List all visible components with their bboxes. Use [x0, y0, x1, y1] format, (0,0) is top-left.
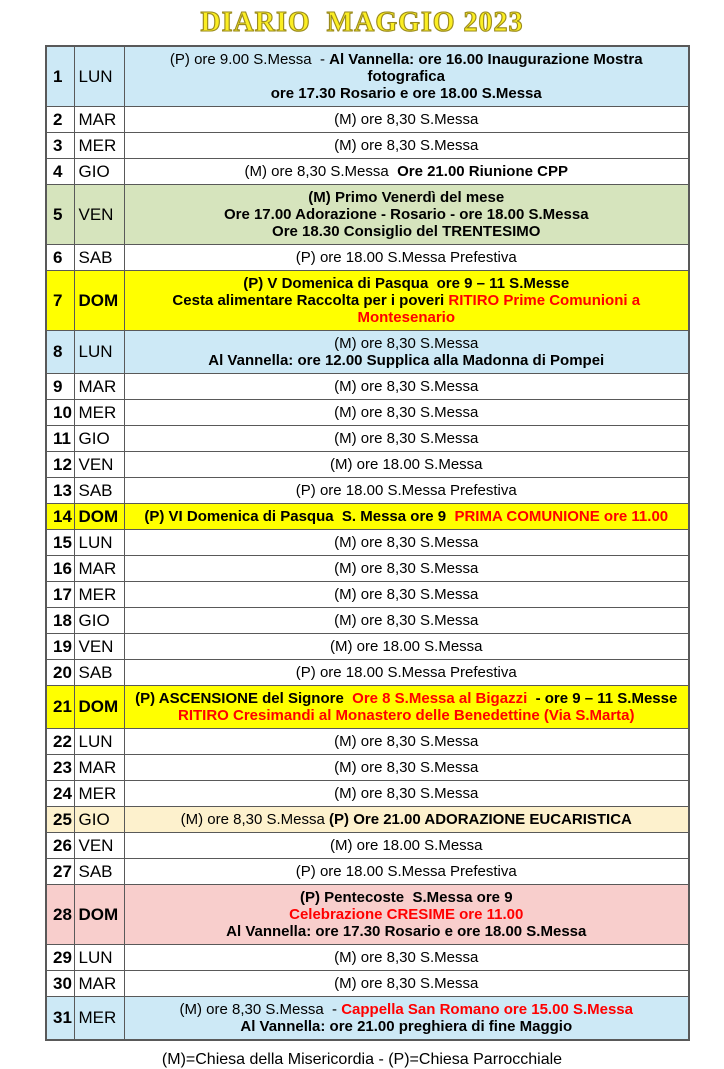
table-row	[46, 859, 689, 885]
events-cell	[124, 478, 689, 504]
event-line: (P) ore 18.00 S.Messa Prefestiva	[295, 863, 517, 880]
events-cell	[124, 400, 689, 426]
calendar-body	[46, 46, 689, 1040]
event-line: Al Vannella: ore 17.30 Rosario e ore 18.00 S.Messa	[226, 923, 587, 940]
day-number: 17	[46, 582, 74, 608]
weekday-label: GIO	[74, 807, 124, 833]
table-row	[46, 400, 689, 426]
table-row	[46, 660, 689, 686]
event-line: (M) ore 18.00 S.Messa	[329, 456, 483, 473]
event-line: (M) ore 8,30 S.Messa	[334, 560, 479, 577]
day-number: 1	[46, 46, 74, 107]
events-cell	[124, 133, 689, 159]
event-line: Al Vannella: ore 21.00 preghiera di fine Maggio	[240, 1018, 573, 1035]
day-number: 22	[46, 729, 74, 755]
weekday-label: LUN	[74, 729, 124, 755]
table-row	[46, 331, 689, 374]
day-number: 7	[46, 271, 74, 331]
weekday-label: MAR	[74, 971, 124, 997]
event-line: Cesta alimentare Raccolta per i poveri RITIRO Prime Comunioni a Montesenario	[172, 292, 645, 326]
page	[0, 7, 724, 1068]
events-cell	[124, 452, 689, 478]
table-row	[46, 374, 689, 400]
day-number: 30	[46, 971, 74, 997]
events-cell	[124, 159, 689, 185]
event-line: (M) ore 8,30 S.Messa	[334, 534, 479, 551]
event-line: (M) ore 8,30 S.Messa	[334, 949, 479, 966]
day-number: 18	[46, 608, 74, 634]
events-cell	[124, 426, 689, 452]
day-number: 19	[46, 634, 74, 660]
day-number: 20	[46, 660, 74, 686]
events-cell	[124, 686, 689, 729]
day-number: 26	[46, 833, 74, 859]
events-cell	[124, 107, 689, 133]
day-number: 3	[46, 133, 74, 159]
events-cell	[124, 634, 689, 660]
event-line: (M) ore 18.00 S.Messa	[329, 638, 483, 655]
weekday-label: MER	[74, 400, 124, 426]
weekday-label: SAB	[74, 478, 124, 504]
table-row	[46, 582, 689, 608]
weekday-label: MAR	[74, 755, 124, 781]
day-number: 21	[46, 686, 74, 729]
event-line: (M) ore 8,30 S.Messa	[334, 335, 479, 352]
event-line: (P) ore 9.00 S.Messa - Al Vannella: ore 16.00 Inaugurazione Mostra fotografica	[169, 51, 647, 85]
event-line: (P) ASCENSIONE del Signore Ore 8 S.Messa al Bigazzi - ore 9 – 11 S.Messe	[135, 690, 678, 707]
weekday-label: DOM	[74, 686, 124, 729]
day-number: 27	[46, 859, 74, 885]
event-line: Celebrazione CRESIME ore 11.00	[289, 906, 524, 923]
event-line: (M) ore 8,30 S.Messa	[334, 111, 479, 128]
events-cell	[124, 729, 689, 755]
table-row	[46, 833, 689, 859]
table-row	[46, 159, 689, 185]
event-line: ore 17.30 Rosario e ore 18.00 S.Messa	[270, 85, 542, 102]
event-line: (M) ore 8,30 S.Messa	[334, 137, 479, 154]
weekday-label: DOM	[74, 271, 124, 331]
events-cell	[124, 374, 689, 400]
table-row	[46, 530, 689, 556]
table-row	[46, 478, 689, 504]
table-row	[46, 426, 689, 452]
events-cell	[124, 608, 689, 634]
table-row	[46, 185, 689, 245]
day-number: 10	[46, 400, 74, 426]
events-cell	[124, 331, 689, 374]
day-number: 6	[46, 245, 74, 271]
events-cell	[124, 556, 689, 582]
event-line: (M) ore 8,30 S.Messa	[334, 612, 479, 629]
day-number: 14	[46, 504, 74, 530]
table-row	[46, 686, 689, 729]
table-row	[46, 885, 689, 945]
event-line: (P) V Domenica di Pasqua ore 9 – 11 S.Messe	[243, 275, 570, 292]
events-cell	[124, 833, 689, 859]
weekday-label: MER	[74, 582, 124, 608]
events-cell	[124, 885, 689, 945]
weekday-label: MER	[74, 133, 124, 159]
event-line: (M) ore 8,30 S.Messa	[334, 586, 479, 603]
weekday-label: MAR	[74, 556, 124, 582]
events-cell	[124, 582, 689, 608]
event-line: (M) ore 8,30 S.Messa	[334, 759, 479, 776]
day-number: 12	[46, 452, 74, 478]
events-cell	[124, 945, 689, 971]
events-cell	[124, 755, 689, 781]
events-cell	[124, 46, 689, 107]
weekday-label: LUN	[74, 530, 124, 556]
event-line: (M) ore 8,30 S.Messa	[334, 785, 479, 802]
events-cell	[124, 660, 689, 686]
event-line: (P) ore 18.00 S.Messa Prefestiva	[295, 664, 517, 681]
table-row	[46, 107, 689, 133]
event-line: (M) ore 8,30 S.Messa	[334, 733, 479, 750]
event-line: (M) ore 18.00 S.Messa	[329, 837, 483, 854]
weekday-label: VEN	[74, 833, 124, 859]
day-number: 13	[46, 478, 74, 504]
table-row	[46, 133, 689, 159]
day-number: 9	[46, 374, 74, 400]
table-row	[46, 634, 689, 660]
weekday-label: VEN	[74, 634, 124, 660]
events-cell	[124, 185, 689, 245]
page-title: DIARIO MAGGIO 2023	[200, 7, 524, 38]
table-row	[46, 781, 689, 807]
events-cell	[124, 859, 689, 885]
event-line: (M) ore 8,30 S.Messa	[334, 430, 479, 447]
weekday-label: LUN	[74, 331, 124, 374]
table-row	[46, 971, 689, 997]
calendar-table	[45, 45, 690, 1041]
day-number: 2	[46, 107, 74, 133]
weekday-label: VEN	[74, 185, 124, 245]
event-line: Ore 18.30 Consiglio del TRENTESIMO	[272, 223, 541, 240]
day-number: 15	[46, 530, 74, 556]
day-number: 5	[46, 185, 74, 245]
event-line: (M) ore 8,30 S.Messa - Cappella San Romano ore 15.00 S.Messa	[179, 1001, 633, 1018]
table-row	[46, 271, 689, 331]
event-line: (M) ore 8,30 S.Messa	[334, 975, 479, 992]
table-row	[46, 997, 689, 1041]
table-row	[46, 556, 689, 582]
day-number: 16	[46, 556, 74, 582]
table-row	[46, 945, 689, 971]
event-line: Al Vannella: ore 12.00 Supplica alla Madonna di Pompei	[208, 352, 605, 369]
table-row	[46, 245, 689, 271]
weekday-label: SAB	[74, 859, 124, 885]
table-row	[46, 504, 689, 530]
weekday-label: GIO	[74, 426, 124, 452]
table-row	[46, 729, 689, 755]
events-cell	[124, 807, 689, 833]
event-line: (M) ore 8,30 S.Messa	[334, 378, 479, 395]
table-row	[46, 46, 689, 107]
legend-footer: (M)=Chiesa della Misericordia - (P)=Chiesa Parrocchiale	[161, 1051, 563, 1068]
day-number: 24	[46, 781, 74, 807]
table-row	[46, 755, 689, 781]
weekday-label: SAB	[74, 245, 124, 271]
day-number: 8	[46, 331, 74, 374]
table-row	[46, 452, 689, 478]
weekday-label: GIO	[74, 608, 124, 634]
event-line: (P) VI Domenica di Pasqua S. Messa ore 9 PRIMA COMUNIONE ore 11.00	[144, 508, 669, 525]
weekday-label: DOM	[74, 504, 124, 530]
weekday-label: MER	[74, 781, 124, 807]
weekday-label: LUN	[74, 46, 124, 107]
events-cell	[124, 245, 689, 271]
weekday-label: VEN	[74, 452, 124, 478]
weekday-label: MAR	[74, 107, 124, 133]
table-row	[46, 608, 689, 634]
event-line: (M) Primo Venerdì del mese	[308, 189, 505, 206]
weekday-label: LUN	[74, 945, 124, 971]
events-cell	[124, 530, 689, 556]
events-cell	[124, 997, 689, 1041]
events-cell	[124, 781, 689, 807]
events-cell	[124, 271, 689, 331]
event-line: (P) ore 18.00 S.Messa Prefestiva	[295, 482, 517, 499]
day-number: 29	[46, 945, 74, 971]
day-number: 28	[46, 885, 74, 945]
weekday-label: SAB	[74, 660, 124, 686]
day-number: 31	[46, 997, 74, 1041]
events-cell	[124, 504, 689, 530]
event-line: (P) Pentecoste S.Messa ore 9	[299, 889, 513, 906]
day-number: 25	[46, 807, 74, 833]
day-number: 23	[46, 755, 74, 781]
event-line: (M) ore 8,30 S.Messa	[334, 404, 479, 421]
weekday-label: MER	[74, 997, 124, 1041]
table-row	[46, 807, 689, 833]
event-line: RITIRO Cresimandi al Monastero delle Benedettine (Via S.Marta)	[178, 707, 635, 724]
event-line: (M) ore 8,30 S.Messa Ore 21.00 Riunione CPP	[244, 163, 568, 180]
day-number: 4	[46, 159, 74, 185]
event-line: Ore 17.00 Adorazione - Rosario - ore 18.00 S.Messa	[223, 206, 589, 223]
weekday-label: GIO	[74, 159, 124, 185]
event-line: (M) ore 8,30 S.Messa (P) Ore 21.00 ADORAZIONE EUCARISTICA	[180, 811, 632, 828]
weekday-label: MAR	[74, 374, 124, 400]
event-line: (P) ore 18.00 S.Messa Prefestiva	[295, 249, 517, 266]
day-number: 11	[46, 426, 74, 452]
weekday-label: DOM	[74, 885, 124, 945]
events-cell	[124, 971, 689, 997]
